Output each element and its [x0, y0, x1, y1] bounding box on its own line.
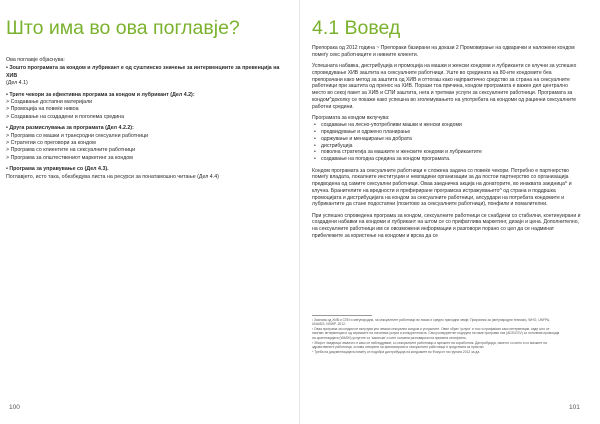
paragraph: Успешната набавка, дистрибуција и промоција на машки и женски кондоми и лубриканти се клучни за успешно спроведување ХИВ заштита на сексуалните работници. Уште во средината на 80-ите кондомите беа препорачани како метод за заштита од ХИВ и оттогаш како најпрактично средство за страна на сексуалните работници при заштита од пренос на ХИВ. Порази тоа причина, кондом програмата е важен дел централно место во секој пакет за ХИВ и СПИ заштита, нега и третман услуги за сексуалните работници. Програмата за кондом^доколку се покаже како успешна во зголемувањето на употребата на кондоми од рацинни сексуалните работни средини. [312, 63, 577, 110]
list-item: • дистрибуција [321, 143, 581, 150]
paragraph: Кондом програмата за сексуалните работници е сложена задача со повеќе чекори. Потребно е партнерство помеѓу владата, локалните институции и невладини организации за да постои партнерство со организација предводена од самите сексуални работници. Оваа заедничка акција на донаторите, во инаквата заедница^ и клучна. Бранителите на вредности и префериране програмска истражувањето^ од страна и поддршка промоцијата и дистрибуцијата на кондом за сексуалните работници, апсурдари на потребата кондомите и лубрикантите да стане подостапни (позитово за сексуалните работници), понфили и помалителни. [312, 167, 572, 208]
overview-section-1 [6, 65, 286, 87]
footnote-divider [312, 315, 372, 316]
footnote: ³ Збирот 'заедница' ималото е како се набљудуваат, со сексуалните работници и мрежите на соработник. Дистрибуција, пакетот со мото и со мачките на здравствените работници, основа отворени на финансирани и сексуалните работници и средствата за пристап. [312, 340, 547, 349]
list-item: • предвидување и одржено планирање [321, 129, 581, 136]
list-item: > Стратегии со преговори за кондом [6, 139, 96, 146]
section-heading: 4.1 Вовед [312, 17, 401, 39]
overview-section-4 [6, 166, 286, 181]
page-number-left: 100 [9, 404, 20, 411]
footnotes [312, 318, 562, 355]
overview-section-2 [6, 92, 286, 121]
paragraph: Програмата за кондом вклучува: [312, 115, 390, 122]
section-1-title: • Зошто програмата за кондом и лубрикант е од суштинско значење за интервенциите за превенција на ХИВ [6, 65, 280, 79]
section-2-title: • Трите чекори за ефективна програма за кондом и лубрикант (Дел 4.2): [6, 91, 195, 98]
chapter-overview-heading: Што има во ова поглавје? [6, 17, 240, 39]
list-item: > Создавање на создадени и поголема средина [6, 113, 125, 120]
section-4-text: Поглавјето, исто така, обезбедува листа на ресурси за понатамошно читање (Дел 4.4) [6, 173, 219, 180]
chapter-overview-body [6, 57, 286, 185]
list-item: > Програма со клиентите на сексуалните работници [6, 147, 136, 154]
footnote: ⁴ Треба на документацијата помеѓу се подобра дистрибуција на кондомите во Фокусот на групата 2012 за да. [312, 349, 481, 354]
section-body [312, 45, 581, 244]
footnote: ¹ Заснова од ХИВ и СПИ и меѓународни, за сексуалните работници во ниски и средно приходни земји; Прирачник за (меѓународни техники). WHO, UNFPA, UNAIDS, NSWP. 2012. [312, 318, 551, 327]
list-item: > Создавање достапни материјали [6, 98, 93, 105]
paragraph: Препорака од 2012 година ~ Препораки базирани на докази 2 Промовирање на одварачки и наложени кондом помеѓу секс работниците и нивните клиенти. [312, 45, 575, 58]
list-item: > Промоција на повеќе нивоа [6, 106, 79, 113]
bullet-list [312, 122, 581, 163]
overview-section-3 [6, 125, 286, 161]
list-item: • одржување и менаџирање на добрата [321, 136, 581, 143]
list-item: > Програма за општествениот маркетинг за кондом [6, 154, 133, 161]
paragraph: При успешно спроведена програма за кондом, сексуалните работници се снабдени со стабилни, континуирани и создадени набавки на кондоми и лубрикант на штом се со прифатлива маркетинг, дизајн и цена. Дополнително, на сексуалните работници им се овозможени информации и разговори порано со цел да се надминат прибележите за користење на кондоми и врска да се [312, 212, 581, 240]
section-3-title: • Друга размислувања за програмата (Дел 4.2.2): [6, 125, 134, 132]
intro-text: Ова поглавје објаснува: [6, 57, 65, 63]
list-item: > Програма со машки и трансродни сексуални работници [6, 132, 149, 139]
footnote: ² Оваа програма за кондом не вклучува уни земски сексуални кондом и услушните. Овие обрат 'услуги' и тоа го прифаќаат како интервенции, каде што се наоѓаат интервенции и од сервисите на поголема услуга и конкурентноста. Секој конкурентен подгрупа на овие програми низ (ADS/CSV) со поголема промоција на ориентацијата (WASH)-услугите со 'законски' и сите основни разговарачи на примена сеопфатно. [312, 327, 560, 340]
list-item: • создавање на лесно-употребливи машки и женски кондоми [321, 122, 581, 129]
section-4-title: • Програма за управување со (Дел 4.3). [6, 166, 109, 173]
list-item: • создавање на погодна средина за кондом програмата. [321, 156, 581, 163]
page-number-right: 101 [569, 404, 580, 411]
list-item: • поволна стратегија за машките и женските кондоми и лубрикантите [321, 149, 581, 156]
section-1-ref: (Дел 4.1) [6, 79, 28, 86]
right-page [300, 0, 600, 424]
